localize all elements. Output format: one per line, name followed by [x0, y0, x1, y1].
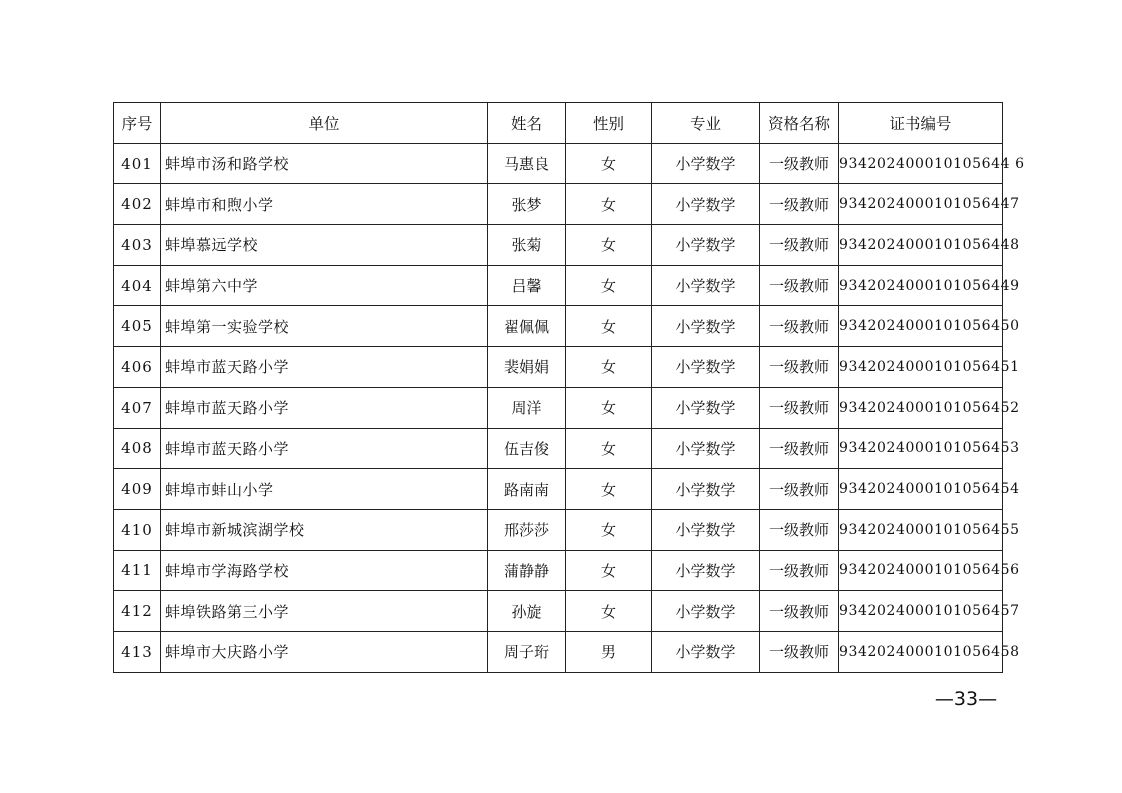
- table-row: [114, 550, 1003, 591]
- table-row: [114, 428, 1003, 469]
- cell-qualification: 一级教师: [760, 550, 839, 591]
- cell-certificate: 9342024000101056453: [839, 428, 1003, 469]
- cell-gender: 女: [566, 387, 652, 428]
- cell-index: 407: [114, 387, 161, 428]
- cell-qualification: 一级教师: [760, 347, 839, 388]
- table-row: [114, 225, 1003, 266]
- cell-name: 裴娟娟: [488, 347, 566, 388]
- cell-name: 孙旋: [488, 591, 566, 632]
- table-row: [114, 143, 1003, 184]
- cell-certificate: 9342024000101056450: [839, 306, 1003, 347]
- cell-index: 410: [114, 509, 161, 550]
- cell-qualification: 一级教师: [760, 184, 839, 225]
- cell-major: 小学数学: [652, 265, 760, 306]
- cell-name: 吕馨: [488, 265, 566, 306]
- cell-name: 张菊: [488, 225, 566, 266]
- cell-major: 小学数学: [652, 387, 760, 428]
- cell-qualification: 一级教师: [760, 509, 839, 550]
- cell-unit: 蚌埠市蓝天路小学: [161, 428, 488, 469]
- header-name: 姓名: [488, 103, 566, 144]
- cell-unit: 蚌埠慕远学校: [161, 225, 488, 266]
- cell-major: 小学数学: [652, 550, 760, 591]
- cell-certificate: 9342024000101056455: [839, 509, 1003, 550]
- cell-qualification: 一级教师: [760, 469, 839, 510]
- cell-index: 405: [114, 306, 161, 347]
- cell-unit: 蚌埠市和煦小学: [161, 184, 488, 225]
- table-row: [114, 469, 1003, 510]
- cell-certificate: 9342024000101056449: [839, 265, 1003, 306]
- cell-gender: 女: [566, 550, 652, 591]
- cell-unit: 蚌埠市新城滨湖学校: [161, 509, 488, 550]
- cell-certificate: 934202400010105644 6: [839, 143, 1003, 184]
- cell-unit: 蚌埠第一实验学校: [161, 306, 488, 347]
- cell-certificate: 9342024000101056458: [839, 631, 1003, 672]
- cell-gender: 女: [566, 265, 652, 306]
- cell-certificate: 9342024000101056451: [839, 347, 1003, 388]
- table-row: [114, 347, 1003, 388]
- cell-index: 413: [114, 631, 161, 672]
- cell-gender: 女: [566, 509, 652, 550]
- cell-index: 403: [114, 225, 161, 266]
- table-row: [114, 509, 1003, 550]
- cell-major: 小学数学: [652, 143, 760, 184]
- cell-unit: 蚌埠市大庆路小学: [161, 631, 488, 672]
- cell-unit: 蚌埠市汤和路学校: [161, 143, 488, 184]
- table-body: [114, 143, 1025, 672]
- cell-certificate: 9342024000101056457: [839, 591, 1003, 632]
- table-header-row: [114, 103, 1003, 144]
- cell-index: 402: [114, 184, 161, 225]
- cell-index: 406: [114, 347, 161, 388]
- cell-qualification: 一级教师: [760, 591, 839, 632]
- cell-gender: 女: [566, 184, 652, 225]
- cell-index: 401: [114, 143, 161, 184]
- cell-unit: 蚌埠市蓝天路小学: [161, 387, 488, 428]
- cell-major: 小学数学: [652, 509, 760, 550]
- cell-certificate: 9342024000101056447: [839, 184, 1003, 225]
- cell-qualification: 一级教师: [760, 265, 839, 306]
- cell-major: 小学数学: [652, 631, 760, 672]
- cell-gender: 男: [566, 631, 652, 672]
- cell-name: 马惠良: [488, 143, 566, 184]
- table-row: [114, 591, 1003, 632]
- table-row: [114, 184, 1003, 225]
- cell-certificate: 9342024000101056454: [839, 469, 1003, 510]
- header-qualification: 资格名称: [760, 103, 839, 144]
- cell-certificate: 9342024000101056456: [839, 550, 1003, 591]
- cell-major: 小学数学: [652, 306, 760, 347]
- table-row: [114, 306, 1003, 347]
- cell-major: 小学数学: [652, 347, 760, 388]
- cell-major: 小学数学: [652, 225, 760, 266]
- cell-qualification: 一级教师: [760, 428, 839, 469]
- cell-qualification: 一级教师: [760, 225, 839, 266]
- cell-unit: 蚌埠市学海路学校: [161, 550, 488, 591]
- cell-gender: 女: [566, 143, 652, 184]
- cell-major: 小学数学: [652, 184, 760, 225]
- cell-unit: 蚌埠铁路第三小学: [161, 591, 488, 632]
- cell-major: 小学数学: [652, 428, 760, 469]
- cell-name: 翟佩佩: [488, 306, 566, 347]
- table-row: [114, 387, 1003, 428]
- cell-index: 408: [114, 428, 161, 469]
- header-unit: 单位: [161, 103, 488, 144]
- cell-qualification: 一级教师: [760, 631, 839, 672]
- cell-gender: 女: [566, 428, 652, 469]
- header-gender: 性别: [566, 103, 652, 144]
- cell-name: 张梦: [488, 184, 566, 225]
- cell-certificate: 9342024000101056448: [839, 225, 1003, 266]
- cell-index: 404: [114, 265, 161, 306]
- cell-major: 小学数学: [652, 591, 760, 632]
- table-row: [114, 631, 1003, 672]
- header-major: 专业: [652, 103, 760, 144]
- cell-name: 周洋: [488, 387, 566, 428]
- cell-certificate: 9342024000101056452: [839, 387, 1003, 428]
- cell-gender: 女: [566, 469, 652, 510]
- cell-qualification: 一级教师: [760, 387, 839, 428]
- cell-qualification: 一级教师: [760, 143, 839, 184]
- cell-unit: 蚌埠市蚌山小学: [161, 469, 488, 510]
- cell-gender: 女: [566, 225, 652, 266]
- cell-gender: 女: [566, 347, 652, 388]
- cell-qualification: 一级教师: [760, 306, 839, 347]
- cell-name: 邢莎莎: [488, 509, 566, 550]
- cell-name: 周子珩: [488, 631, 566, 672]
- cell-major: 小学数学: [652, 469, 760, 510]
- cell-gender: 女: [566, 591, 652, 632]
- cell-name: 路南南: [488, 469, 566, 510]
- cell-index: 411: [114, 550, 161, 591]
- cell-gender: 女: [566, 306, 652, 347]
- header-certificate: 证书编号: [839, 103, 1003, 144]
- teacher-qualification-table: [113, 102, 1025, 673]
- cell-unit: 蚌埠第六中学: [161, 265, 488, 306]
- cell-index: 409: [114, 469, 161, 510]
- cell-unit: 蚌埠市蓝天路小学: [161, 347, 488, 388]
- cell-name: 伍吉俊: [488, 428, 566, 469]
- cell-index: 412: [114, 591, 161, 632]
- header-index: 序号: [114, 103, 161, 144]
- cell-name: 蒲静静: [488, 550, 566, 591]
- page-number: —33—: [934, 688, 998, 710]
- table-row: [114, 265, 1003, 306]
